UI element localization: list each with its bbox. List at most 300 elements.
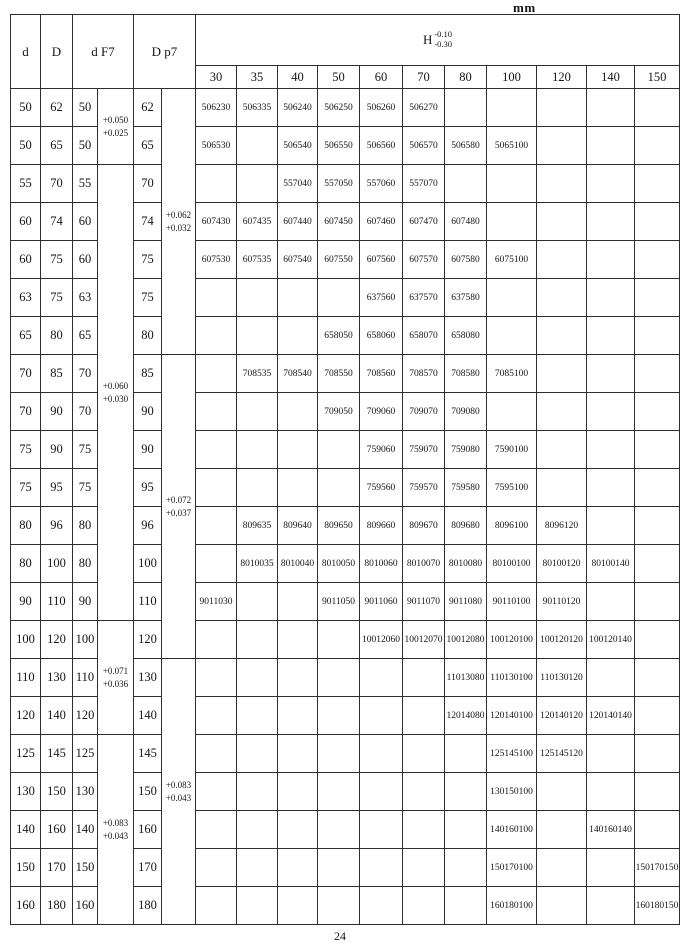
cell-value-H100 — [487, 165, 537, 203]
cell-value-H150 — [635, 697, 680, 735]
cell-value-H60: 9011060 — [360, 583, 403, 621]
cell-value-H80: 708580 — [445, 355, 487, 393]
cell-D: 170 — [41, 849, 73, 887]
cell-Dp7-nominal: 160 — [134, 811, 162, 849]
cell-value-H80: 11013080 — [445, 659, 487, 697]
header-H — [196, 15, 680, 66]
cell-d: 55 — [11, 165, 41, 203]
cell-value-H30 — [196, 165, 237, 203]
cell-value-H140 — [587, 203, 635, 241]
cell-value-H120 — [537, 241, 587, 279]
cell-dF7-tolerance-lower: +0.043 — [102, 830, 129, 841]
cell-value-H35: 8010035 — [237, 545, 278, 583]
header-H-tolerance-lower: -0.30 — [434, 39, 453, 49]
cell-d: 110 — [11, 659, 41, 697]
cell-d: 80 — [11, 545, 41, 583]
cell-value-H120: 120140120 — [537, 697, 587, 735]
cell-value-H70: 8010070 — [403, 545, 445, 583]
cell-Dp7-nominal: 95 — [134, 469, 162, 507]
cell-value-H60: 557060 — [360, 165, 403, 203]
cell-value-H70 — [403, 773, 445, 811]
cell-value-H140 — [587, 317, 635, 355]
cell-value-H35 — [237, 469, 278, 507]
cell-value-H80 — [445, 773, 487, 811]
cell-d: 70 — [11, 355, 41, 393]
cell-value-H150 — [635, 355, 680, 393]
cell-value-H50 — [318, 659, 360, 697]
cell-value-H40: 708540 — [278, 355, 318, 393]
cell-value-H60: 637560 — [360, 279, 403, 317]
cell-value-H50 — [318, 431, 360, 469]
cell-Dp7-nominal: 170 — [134, 849, 162, 887]
cell-value-H30 — [196, 773, 237, 811]
cell-value-H40 — [278, 811, 318, 849]
cell-value-H150 — [635, 89, 680, 127]
cell-value-H60: 10012060 — [360, 621, 403, 659]
cell-value-H140 — [587, 165, 635, 203]
cell-Dp7-nominal: 90 — [134, 393, 162, 431]
cell-Dp7-nominal: 74 — [134, 203, 162, 241]
page-number: 24 — [334, 929, 346, 943]
cell-value-H120: 8096120 — [537, 507, 587, 545]
cell-value-H120 — [537, 127, 587, 165]
cell-value-H140: 140160140 — [587, 811, 635, 849]
cell-value-H70: 637570 — [403, 279, 445, 317]
cell-dF7-nominal: 160 — [73, 887, 98, 925]
cell-value-H80 — [445, 165, 487, 203]
cell-d: 90 — [11, 583, 41, 621]
cell-value-H40 — [278, 393, 318, 431]
cell-value-H30 — [196, 621, 237, 659]
cell-value-H50: 607550 — [318, 241, 360, 279]
cell-value-H120 — [537, 279, 587, 317]
cell-Dp7-nominal: 140 — [134, 697, 162, 735]
header-h-col-140: 140 — [587, 66, 635, 89]
cell-Dp7-tolerance-upper: +0.062 — [165, 210, 192, 221]
cell-value-H150 — [635, 127, 680, 165]
cell-value-H50: 506550 — [318, 127, 360, 165]
cell-value-H120 — [537, 89, 587, 127]
cell-value-H100: 80100100 — [487, 545, 537, 583]
cell-value-H50: 709050 — [318, 393, 360, 431]
cell-d: 50 — [11, 89, 41, 127]
cell-value-H35: 809635 — [237, 507, 278, 545]
cell-value-H80 — [445, 89, 487, 127]
cell-value-H30 — [196, 735, 237, 773]
cell-value-H100: 90110100 — [487, 583, 537, 621]
cell-value-H120 — [537, 355, 587, 393]
cell-dF7-nominal: 65 — [73, 317, 98, 355]
cell-value-H140 — [587, 849, 635, 887]
cell-D: 80 — [41, 317, 73, 355]
cell-value-H30: 607430 — [196, 203, 237, 241]
cell-value-H140 — [587, 469, 635, 507]
cell-value-H100: 125145100 — [487, 735, 537, 773]
cell-value-H30: 9011030 — [196, 583, 237, 621]
cell-value-H100: 140160100 — [487, 811, 537, 849]
cell-Dp7-tolerance-lower: +0.032 — [165, 222, 192, 233]
cell-value-H120: 80100120 — [537, 545, 587, 583]
header-h-col-60: 60 — [360, 66, 403, 89]
cell-D: 85 — [41, 355, 73, 393]
cell-value-H140: 100120140 — [587, 621, 635, 659]
cell-dF7-nominal: 63 — [73, 279, 98, 317]
cell-value-H35 — [237, 849, 278, 887]
cell-D: 95 — [41, 469, 73, 507]
header-H-tolerance — [434, 30, 452, 50]
cell-D: 100 — [41, 545, 73, 583]
cell-value-H40 — [278, 583, 318, 621]
cell-dF7-nominal: 90 — [73, 583, 98, 621]
cell-value-H140 — [587, 431, 635, 469]
cell-dF7-tolerance-upper: +0.050 — [102, 115, 129, 126]
cell-value-H70 — [403, 735, 445, 773]
cell-value-H100: 160180100 — [487, 887, 537, 925]
cell-value-H70 — [403, 659, 445, 697]
cell-dF7-tolerance-upper: +0.060 — [102, 381, 129, 392]
cell-value-H60 — [360, 849, 403, 887]
cell-Dp7-nominal: 120 — [134, 621, 162, 659]
cell-Dp7-tolerance — [162, 659, 196, 925]
cell-Dp7-nominal: 75 — [134, 279, 162, 317]
cell-value-H150 — [635, 773, 680, 811]
cell-value-H100: 5065100 — [487, 127, 537, 165]
header-H-tolerance-upper: -0.10 — [434, 29, 453, 40]
cell-Dp7-nominal: 80 — [134, 317, 162, 355]
cell-value-H140 — [587, 127, 635, 165]
cell-value-H120: 110130120 — [537, 659, 587, 697]
cell-value-H150: 150170150 — [635, 849, 680, 887]
cell-value-H100 — [487, 89, 537, 127]
cell-Dp7-tolerance-upper: +0.072 — [165, 495, 192, 506]
cell-d: 50 — [11, 127, 41, 165]
cell-value-H60: 506560 — [360, 127, 403, 165]
cell-value-H70 — [403, 697, 445, 735]
cell-value-H35 — [237, 811, 278, 849]
header-h-col-100: 100 — [487, 66, 537, 89]
cell-Dp7-nominal: 85 — [134, 355, 162, 393]
cell-value-H140 — [587, 279, 635, 317]
cell-value-H120 — [537, 849, 587, 887]
cell-value-H30: 506230 — [196, 89, 237, 127]
cell-value-H80: 709080 — [445, 393, 487, 431]
cell-value-H35 — [237, 165, 278, 203]
cell-value-H60: 759560 — [360, 469, 403, 507]
cell-Dp7-tolerance-lower: +0.037 — [165, 507, 192, 518]
cell-value-H80: 607480 — [445, 203, 487, 241]
cell-value-H60: 708560 — [360, 355, 403, 393]
cell-D: 62 — [41, 89, 73, 127]
cell-value-H80: 8010080 — [445, 545, 487, 583]
cell-value-H60 — [360, 697, 403, 735]
table-body — [11, 89, 680, 925]
cell-value-H120 — [537, 773, 587, 811]
cell-dF7-nominal: 110 — [73, 659, 98, 697]
cell-value-H120: 100120120 — [537, 621, 587, 659]
cell-dF7-nominal: 75 — [73, 431, 98, 469]
cell-dF7-nominal: 50 — [73, 127, 98, 165]
cell-value-H50: 557050 — [318, 165, 360, 203]
cell-value-H120: 90110120 — [537, 583, 587, 621]
cell-Dp7-nominal: 100 — [134, 545, 162, 583]
cell-value-H70: 9011070 — [403, 583, 445, 621]
cell-value-H30 — [196, 431, 237, 469]
cell-dF7-nominal: 70 — [73, 393, 98, 431]
cell-value-H140 — [587, 355, 635, 393]
cell-value-H40 — [278, 735, 318, 773]
cell-value-H150 — [635, 165, 680, 203]
cell-value-H140 — [587, 887, 635, 925]
cell-value-H150 — [635, 431, 680, 469]
cell-dF7-nominal: 60 — [73, 241, 98, 279]
cell-D: 74 — [41, 203, 73, 241]
cell-value-H50: 708550 — [318, 355, 360, 393]
cell-Dp7-nominal: 75 — [134, 241, 162, 279]
cell-value-H40 — [278, 773, 318, 811]
cell-d: 63 — [11, 279, 41, 317]
cell-D: 70 — [41, 165, 73, 203]
cell-value-H35 — [237, 887, 278, 925]
cell-d: 140 — [11, 811, 41, 849]
cell-dF7-nominal: 140 — [73, 811, 98, 849]
cell-value-H35: 708535 — [237, 355, 278, 393]
cell-value-H60: 506260 — [360, 89, 403, 127]
cell-dF7-tolerance-lower: +0.030 — [102, 393, 129, 404]
cell-value-H50: 658050 — [318, 317, 360, 355]
cell-value-H40: 607540 — [278, 241, 318, 279]
cell-value-H100 — [487, 317, 537, 355]
cell-d: 120 — [11, 697, 41, 735]
cell-dF7-tolerance-lower: +0.036 — [102, 678, 129, 689]
cell-value-H40: 809640 — [278, 507, 318, 545]
cell-value-H30 — [196, 317, 237, 355]
cell-value-H50: 8010050 — [318, 545, 360, 583]
cell-value-H80: 637580 — [445, 279, 487, 317]
cell-d: 100 — [11, 621, 41, 659]
cell-d: 125 — [11, 735, 41, 773]
cell-dF7-nominal: 80 — [73, 507, 98, 545]
cell-value-H60 — [360, 735, 403, 773]
cell-value-H80: 12014080 — [445, 697, 487, 735]
cell-value-H140 — [587, 659, 635, 697]
cell-d: 60 — [11, 203, 41, 241]
cell-d: 70 — [11, 393, 41, 431]
cell-value-H150 — [635, 545, 680, 583]
cell-value-H140: 80100140 — [587, 545, 635, 583]
cell-Dp7-nominal: 110 — [134, 583, 162, 621]
cell-dF7-tolerance — [98, 621, 134, 735]
cell-value-H30 — [196, 469, 237, 507]
cell-d: 150 — [11, 849, 41, 887]
cell-value-H60: 607560 — [360, 241, 403, 279]
cell-value-H60 — [360, 773, 403, 811]
header-h-col-40: 40 — [278, 66, 318, 89]
cell-value-H100: 130150100 — [487, 773, 537, 811]
cell-Dp7-nominal: 70 — [134, 165, 162, 203]
cell-value-H50 — [318, 811, 360, 849]
cell-dF7-nominal: 50 — [73, 89, 98, 127]
cell-value-H80 — [445, 887, 487, 925]
cell-value-H120: 125145120 — [537, 735, 587, 773]
cell-value-H50: 809650 — [318, 507, 360, 545]
cell-D: 180 — [41, 887, 73, 925]
cell-value-H140 — [587, 241, 635, 279]
cell-value-H80: 10012080 — [445, 621, 487, 659]
cell-value-H100: 100120100 — [487, 621, 537, 659]
cell-D: 65 — [41, 127, 73, 165]
cell-value-H60: 809660 — [360, 507, 403, 545]
cell-dF7-nominal: 70 — [73, 355, 98, 393]
cell-value-H70: 506270 — [403, 89, 445, 127]
cell-value-H60 — [360, 811, 403, 849]
unit-label: mm — [513, 0, 536, 15]
cell-value-H80 — [445, 811, 487, 849]
cell-value-H120 — [537, 887, 587, 925]
cell-value-H40 — [278, 469, 318, 507]
cell-value-H50 — [318, 849, 360, 887]
cell-value-H40 — [278, 849, 318, 887]
cell-Dp7-tolerance-lower: +0.043 — [165, 792, 192, 803]
cell-d: 60 — [11, 241, 41, 279]
cell-d: 130 — [11, 773, 41, 811]
cell-value-H150 — [635, 317, 680, 355]
cell-value-H60: 8010060 — [360, 545, 403, 583]
cell-value-H30 — [196, 545, 237, 583]
cell-D: 75 — [41, 279, 73, 317]
cell-value-H30 — [196, 507, 237, 545]
cell-value-H35 — [237, 317, 278, 355]
cell-value-H60: 607460 — [360, 203, 403, 241]
cell-value-H70: 10012070 — [403, 621, 445, 659]
cell-value-H30 — [196, 811, 237, 849]
cell-d: 75 — [11, 431, 41, 469]
cell-value-H150 — [635, 659, 680, 697]
cell-Dp7-nominal: 180 — [134, 887, 162, 925]
cell-value-H100 — [487, 203, 537, 241]
cell-value-H70: 607470 — [403, 203, 445, 241]
table-row — [11, 735, 680, 773]
cell-dF7-nominal: 120 — [73, 697, 98, 735]
cell-D: 75 — [41, 241, 73, 279]
cell-value-H100: 6075100 — [487, 241, 537, 279]
cell-value-H70 — [403, 849, 445, 887]
cell-Dp7-tolerance — [162, 355, 196, 659]
cell-value-H30 — [196, 355, 237, 393]
cell-value-H50: 607450 — [318, 203, 360, 241]
header-D: D — [41, 15, 73, 89]
cell-dF7-tolerance-upper: +0.083 — [102, 818, 129, 829]
cell-value-H120 — [537, 317, 587, 355]
cell-value-H150 — [635, 241, 680, 279]
cell-d: 75 — [11, 469, 41, 507]
cell-value-H35 — [237, 697, 278, 735]
cell-d: 65 — [11, 317, 41, 355]
cell-value-H40: 506540 — [278, 127, 318, 165]
cell-value-H35 — [237, 735, 278, 773]
cell-value-H100: 110130100 — [487, 659, 537, 697]
cell-value-H40: 607440 — [278, 203, 318, 241]
cell-d: 80 — [11, 507, 41, 545]
cell-value-H40 — [278, 317, 318, 355]
cell-value-H70 — [403, 811, 445, 849]
cell-value-H150 — [635, 393, 680, 431]
cell-value-H50 — [318, 697, 360, 735]
cell-value-H140 — [587, 89, 635, 127]
cell-D: 120 — [41, 621, 73, 659]
dimension-table — [10, 14, 680, 925]
table-row — [11, 89, 680, 127]
cell-value-H30: 607530 — [196, 241, 237, 279]
cell-Dp7-nominal: 65 — [134, 127, 162, 165]
cell-value-H70: 506570 — [403, 127, 445, 165]
header-h-col-35: 35 — [237, 66, 278, 89]
cell-value-H70: 759070 — [403, 431, 445, 469]
cell-Dp7-nominal: 62 — [134, 89, 162, 127]
cell-value-H40: 557040 — [278, 165, 318, 203]
cell-dF7-nominal: 80 — [73, 545, 98, 583]
cell-value-H50: 9011050 — [318, 583, 360, 621]
cell-value-H150 — [635, 279, 680, 317]
cell-value-H35 — [237, 393, 278, 431]
header-h-col-30: 30 — [196, 66, 237, 89]
cell-value-H120 — [537, 165, 587, 203]
cell-value-H120 — [537, 469, 587, 507]
cell-dF7-nominal: 75 — [73, 469, 98, 507]
cell-value-H80 — [445, 735, 487, 773]
cell-value-H100 — [487, 393, 537, 431]
cell-value-H70 — [403, 887, 445, 925]
cell-Dp7-nominal: 130 — [134, 659, 162, 697]
cell-dF7-nominal: 150 — [73, 849, 98, 887]
cell-D: 90 — [41, 393, 73, 431]
cell-value-H140 — [587, 583, 635, 621]
cell-D: 130 — [41, 659, 73, 697]
cell-value-H80: 506580 — [445, 127, 487, 165]
cell-value-H35 — [237, 773, 278, 811]
cell-value-H70: 607570 — [403, 241, 445, 279]
cell-value-H80: 607580 — [445, 241, 487, 279]
cell-value-H40 — [278, 431, 318, 469]
cell-dF7-tolerance-upper: +0.071 — [102, 666, 129, 677]
cell-value-H30 — [196, 697, 237, 735]
cell-value-H100: 120140100 — [487, 697, 537, 735]
cell-D: 145 — [41, 735, 73, 773]
cell-value-H150 — [635, 735, 680, 773]
table-row — [11, 165, 680, 203]
cell-value-H50: 506250 — [318, 89, 360, 127]
cell-D: 110 — [41, 583, 73, 621]
cell-value-H120 — [537, 393, 587, 431]
table-row — [11, 621, 680, 659]
cell-value-H60: 709060 — [360, 393, 403, 431]
header-H-symbol: H — [422, 32, 433, 47]
cell-value-H40 — [278, 887, 318, 925]
cell-D: 160 — [41, 811, 73, 849]
cell-value-H150 — [635, 203, 680, 241]
cell-value-H35 — [237, 431, 278, 469]
header-d: d — [11, 15, 41, 89]
cell-dF7-nominal: 100 — [73, 621, 98, 659]
cell-value-H35 — [237, 127, 278, 165]
cell-value-H40 — [278, 279, 318, 317]
cell-value-H140 — [587, 507, 635, 545]
cell-value-H50 — [318, 887, 360, 925]
header-h-col-50: 50 — [318, 66, 360, 89]
cell-Dp7-nominal: 150 — [134, 773, 162, 811]
cell-value-H140 — [587, 773, 635, 811]
cell-value-H140: 120140140 — [587, 697, 635, 735]
cell-value-H80: 9011080 — [445, 583, 487, 621]
